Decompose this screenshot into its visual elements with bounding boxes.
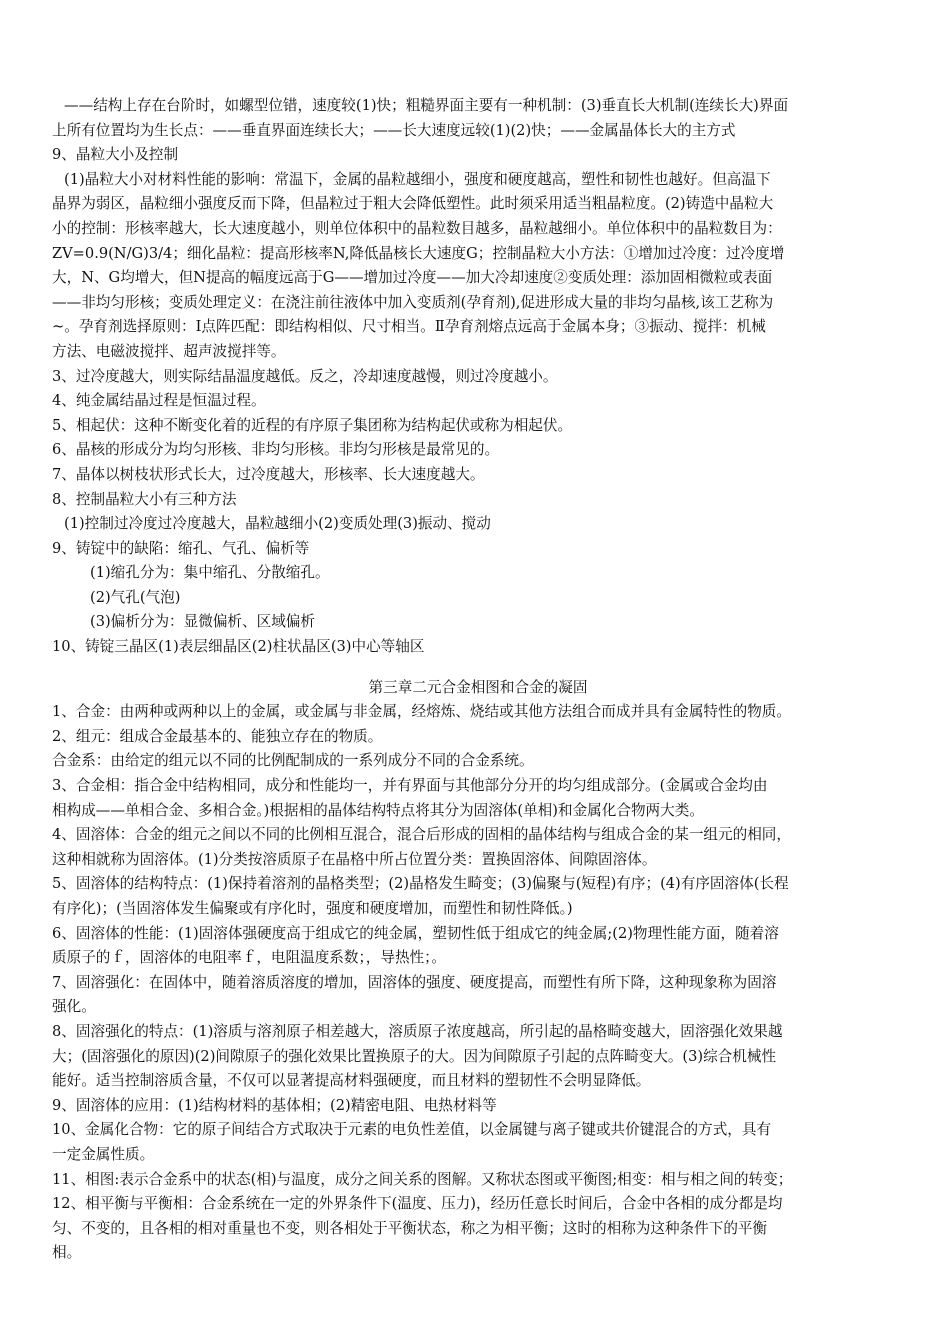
text-line: 7、固溶强化：在固体中，随着溶质溶度的增加，固溶体的强度、硬度提高，而塑性有所下降，这种现象称为固溶	[52, 973, 777, 991]
text-line: 9、晶粒大小及控制	[52, 146, 179, 164]
text-line: 3、合金相：指合金中结构相同，成分和性能均一，并有界面与其他部分分开的均匀组成部分。(金属或合金均由	[52, 777, 768, 795]
text-line: 1、合金：由两种或两种以上的金属，或金属与非金属，经熔炼、烧结或其他方法组合而成并具有金属特性的物质。	[52, 703, 791, 721]
text-line: 小的控制：形核率越大，长大速度越小，则单位体积中的晶粒数目越多，晶粒越细小。单位体积中的晶粒数目为：	[52, 219, 782, 237]
text-line: 质原子的ｆ，固溶体的电阻率ｆ，电阻温度系数；，导热性；。	[52, 949, 447, 967]
text-line: 9、铸锭中的缺陷：缩孔、气孔、偏析等	[52, 539, 310, 557]
text-line: (1)控制过冷度过冷度越大，晶粒越细小(2)变质处理(3)振动、搅动	[64, 515, 491, 533]
blank-line	[52, 660, 904, 676]
text-line: 12、相平衡与平衡相：合金系统在一定的外界条件下(温度、压力)，经历任意长时间后，合金中各相的成分都是均	[52, 1195, 783, 1213]
text-line: 有序化)；(当固溶体发生偏聚或有序化时，强度和硬度增加，而塑性和韧性降低。)	[52, 900, 573, 917]
text-line: 晶界为弱区，晶粒细小强度反而下降，但晶粒过于粗大会降低塑性。此时须采用适当粗晶粒度。(2)铸造中晶粒大	[52, 195, 774, 213]
text-line: ——结构上存在台阶时，如螺型位错，速度较(1)快；粗糙界面主要有一种机制：(3)垂直长大机制(连续长大)界面	[64, 97, 789, 114]
text-line: ZV=0.9(N/G)3/4；细化晶粒：提高形核率N,降低晶核长大速度G；控制晶粒大小方法：①增加过冷度：过冷度增	[52, 244, 785, 262]
text-line: 方法、电磁波搅拌、超声波搅拌等。	[52, 342, 286, 360]
text-line: 合金系：由给定的组元以不同的比例配制成的一系列成分不同的合金系统。	[52, 752, 534, 770]
text-line: 相构成——单相合金、多相合金。)根据相的晶体结构特点将其分为固溶体(单相)和金属化合物两大类。	[52, 801, 704, 819]
text-line: ~。孕育剂选择原则：Ⅰ点阵匹配：即结构相似、尺寸相当。Ⅱ孕育剂熔点远高于金属本身；③振动、搅拌：机械	[52, 318, 766, 336]
text-line: 8、控制晶粒大小有三种方法	[52, 490, 237, 508]
text-line: 5、固溶体的结构特点：(1)保持着溶剂的晶格类型；(2)晶格发生畸变；(3)偏聚与(短程)有序；(4)有序固溶体(长程	[52, 875, 789, 893]
text-line: 强化。	[52, 998, 96, 1016]
text-line: 匀、不变的，且各相的相对重量也不变，则各相处于平衡状态，称之为相平衡；这时的相称为这种条件下的平衡	[52, 1219, 768, 1237]
text-line: 5、相起伏：这种不断变化着的近程的有序原子集团称为结构起伏或称为相起伏。	[52, 416, 573, 434]
text-line: 上所有位置均为生长点：——垂直界面连续长大；——长大速度远较(1)(2)快；——金属晶体长大的主方式	[52, 121, 736, 139]
text-line: 6、晶核的形成分为均匀形核、非均匀形核。非均匀形核是最常见的。	[52, 441, 500, 459]
text-line: 这种相就称为固溶体。(1)分类按溶质原子在晶格中所占位置分类：置换固溶体、间隙固溶体。	[52, 850, 657, 868]
text-line: 11、相图:表示合金系中的状态(相)与温度，成分之间关系的图解。又称状态图或平衡图;相变：相与相之间的转变；	[52, 1170, 793, 1188]
text-line: 4、固溶体：合金的组元之间以不同的比例相互混合，混合后形成的固相的晶体结构与组成合金的某一组元的相同，	[52, 826, 791, 844]
text-line: 9、固溶体的应用：(1)结构材料的基体相；(2)精密电阻、电热材料等	[52, 1096, 497, 1114]
text-line: 能好。适当控制溶质含量，不仅可以显著提高材料强硬度，而且材料的塑韧性不会明显降低。	[52, 1072, 651, 1090]
text-line: 大；(固溶强化的原因)(2)间隙原子的强化效果比置换原子的大。因为间隙原子引起的点阵畸变大。(3)综合机械性	[52, 1047, 777, 1065]
text-line: (1)晶粒大小对材料性能的影响：常温下，金属的晶粒越细小，强度和硬度越高，塑性和韧性也越好。但高温下	[64, 170, 771, 188]
chapter-title: 第三章二元合金相图和合金的凝固	[368, 678, 588, 696]
text-line: 8、固溶强化的特点：(1)溶质与溶剂原子相差越大，溶质原子浓度越高，所引起的晶格畸变越大，固溶强化效果越	[52, 1022, 783, 1040]
text-line: 10、铸锭三晶区(1)表层细晶区(2)柱状晶区(3)中心等轴区	[52, 638, 425, 656]
text-line: 7、晶体以树枝状形式长大，过冷度越大，形核率、长大速度越大。	[52, 465, 485, 483]
text-line: 大，N、G均增大，但N提高的幅度远高于G——增加过冷度——加大冷却速度②变质处理：添加固相微粒或表面	[52, 269, 773, 287]
text-line: 2、组元：组成合金最基本的、能独立存在的物质。	[52, 727, 383, 745]
text-line: 10、金属化合物：它的原子间结合方式取决于元素的电负性差值，以金属键与离子键或共价键混合的方式，具有	[52, 1121, 772, 1139]
text-line: 一定金属性质。	[52, 1145, 155, 1163]
text-line: 相。	[52, 1244, 82, 1262]
text-line: 4、纯金属结晶过程是恒温过程。	[52, 392, 266, 410]
text-line: 3、过冷度越大，则实际结晶温度越低。反之，冷却速度越慢，则过冷度越小。	[52, 367, 558, 385]
text-line: 6、固溶体的性能：(1)固溶体强硬度高于组成它的纯金属，塑韧性低于组成它的纯金属;(2)物理性能方面，随着溶	[52, 924, 779, 942]
text-line: (3)偏析分为：显微偏析、区域偏析	[90, 613, 315, 631]
text-line: ——非均匀形核；变质处理定义：在浇注前往液体中加入变质剂(孕育剂),促进形成大量的非均匀晶核,该工艺称为	[52, 293, 774, 311]
text-line: (2)气孔(气泡)	[90, 588, 181, 606]
text-line: (1)缩孔分为：集中缩孔、分散缩孔。	[90, 564, 330, 582]
